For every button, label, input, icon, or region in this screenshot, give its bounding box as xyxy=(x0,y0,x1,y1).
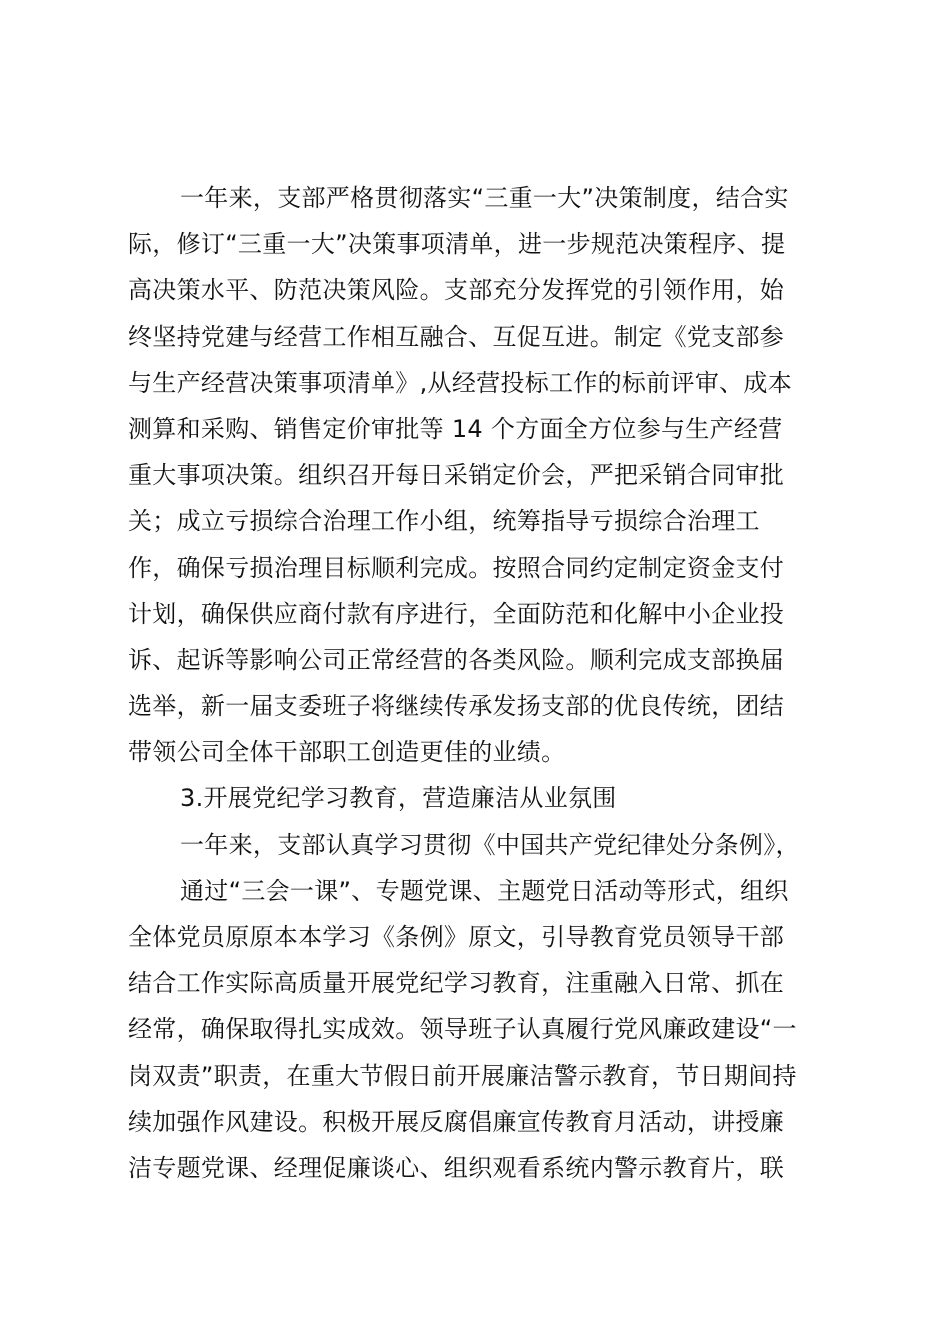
paragraph-line: 重大事项决策。组织召开每日采销定价会，严把采销合同审批 xyxy=(128,461,785,490)
paragraph-line: 计划，确保供应商付款有序进行，全面防范和化解中小企业投 xyxy=(128,599,785,628)
paragraph-line: 带领公司全体干部职工创造更佳的业绩。 xyxy=(128,738,566,767)
paragraph-line: 诉、起诉等影响公司正常经营的各类风险。顺利完成支部换届 xyxy=(128,645,785,674)
body-text xyxy=(128,175,828,1191)
paragraph-line: 终坚持党建与经营工作相互融合、互促互进。制定《党支部参 xyxy=(128,322,785,351)
paragraph-line: 一年来，支部认真学习贯彻《中国共产党纪律处分条例》， xyxy=(180,830,800,859)
paragraph-line: 结合工作实际高质量开展党纪学习教育，注重融入日常、抓在 xyxy=(128,969,785,998)
paragraph-line: 经常，确保取得扎实成效。领导班子认真履行党风廉政建设“一 xyxy=(128,1015,797,1044)
paragraph-line: 岗双责”职责，在重大节假日前开展廉洁警示教育，节日期间持 xyxy=(128,1061,797,1090)
paragraph-line: 作，确保亏损治理目标顺利完成。按照合同约定制定资金支付 xyxy=(128,553,785,582)
paragraph-line: 测算和采购、销售定价审批等 14 个方面全方位参与生产经营 xyxy=(128,414,783,443)
paragraph-line: 一年来，支部严格贯彻落实“三重一大”决策制度，结合实 xyxy=(180,184,789,212)
paragraph-line: 高决策水平、防范决策风险。支部充分发挥党的引领作用，始 xyxy=(128,276,785,305)
paragraph-line: 洁专题党课、经理促廉谈心、组织观看系统内警示教育片，联 xyxy=(128,1153,785,1182)
paragraph-line: 续加强作风建设。积极开展反腐倡廉宣传教育月活动，讲授廉 xyxy=(128,1107,785,1136)
paragraph-line: 通过“三会一课”、专题党课、主题党日活动等形式，组织 xyxy=(180,876,789,905)
paragraph-line: 与生产经营决策事项清单》,从经营投标工作的标前评审、成本 xyxy=(128,368,793,397)
paragraph-line: 际，修订“三重一大”决策事项清单，进一步规范决策程序、提 xyxy=(128,230,786,259)
paragraph-line: 关；成立亏损综合治理工作小组，统筹指导亏损综合治理工 xyxy=(128,507,760,536)
paragraph-line: 全体党员原原本本学习《条例》原文，引导教育党员领导干部 xyxy=(128,923,785,951)
section-heading: 3.开展党纪学习教育，营造廉洁从业氛围 xyxy=(180,784,617,813)
paragraph-line: 选举，新一届支委班子将继续传承发扬支部的优良传统，团结 xyxy=(128,692,785,721)
